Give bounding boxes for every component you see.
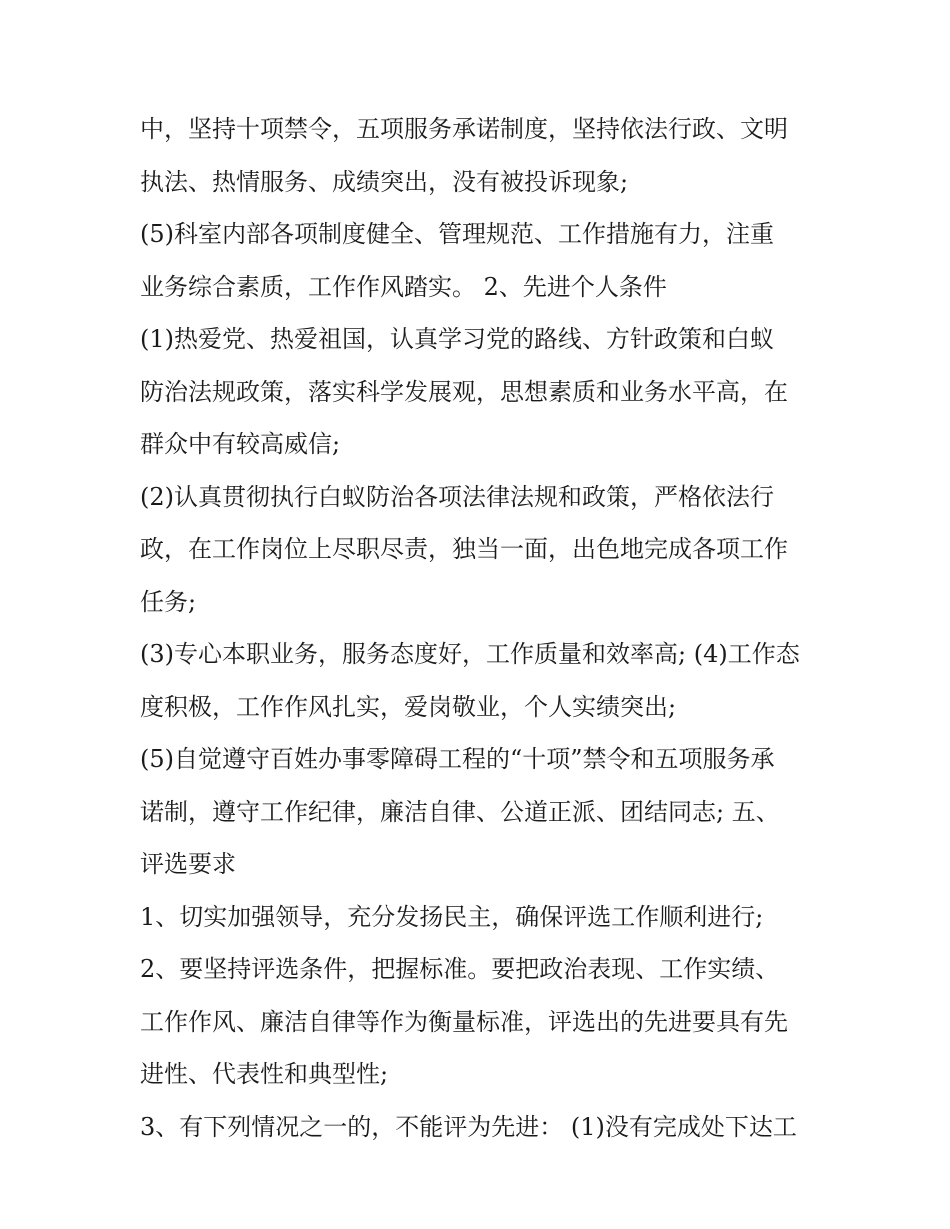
text-line: 评选要求 — [140, 850, 236, 878]
text-line: (5)科室内部各项制度健全、管理规范、工作措施有力，注重 — [140, 220, 774, 248]
text-line: 1、切实加强领导，充分发扬民主，确保评选工作顺利进行; — [140, 902, 764, 931]
text-line: 诺制，遵守工作纪律，廉洁自律、公道正派、团结同志; 五、 — [140, 797, 780, 826]
text-line: 执法、热情服务、成绩突出，没有被投诉现象; — [140, 167, 629, 196]
text-line: 政，在工作岗位上尽职尽责，独当一面，出色地完成各项工作 — [140, 535, 788, 563]
text-line: (3)专心本职业务，服务态度好，工作质量和效率高; (4)工作态 — [140, 640, 800, 668]
text-line: 2、要坚持评选条件，把握标准。要把政治表现、工作实绩、 — [140, 955, 780, 983]
text-line: 中，坚持十项禁令，五项服务承诺制度，坚持依法行政、文明 — [140, 115, 788, 143]
text-line: (5)自觉遵守百姓办事零障碍工程的“十项”禁令和五项服务承 — [140, 745, 775, 773]
text-line: 任务; — [140, 587, 197, 616]
text-line: 进性、代表性和典型性; — [140, 1060, 389, 1088]
text-line: 业务综合素质，工作作风踏实。 2、先进个人条件 — [140, 272, 667, 301]
text-line: 3、有下列情况之一的，不能评为先进： (1)没有完成处下达工 — [140, 1112, 797, 1141]
text-line: 度积极，工作作风扎实，爱岗敬业，个人实绩突出; — [140, 692, 677, 721]
text-line: 群众中有较高威信; — [140, 430, 341, 458]
text-line: (2)认真贯彻执行白蚁防治各项法律法规和政策，严格依法行 — [140, 482, 774, 511]
text-line: 防治法规政策，落实科学发展观，思想素质和业务水平高，在 — [140, 377, 788, 406]
text-line: 工作作风、廉洁自律等作为衡量标准，评选出的先进要具有先 — [140, 1007, 788, 1036]
document-body — [140, 103, 820, 1153]
text-line: (1)热爱党、热爱祖国，认真学习党的路线、方针政策和白蚁 — [140, 325, 774, 353]
